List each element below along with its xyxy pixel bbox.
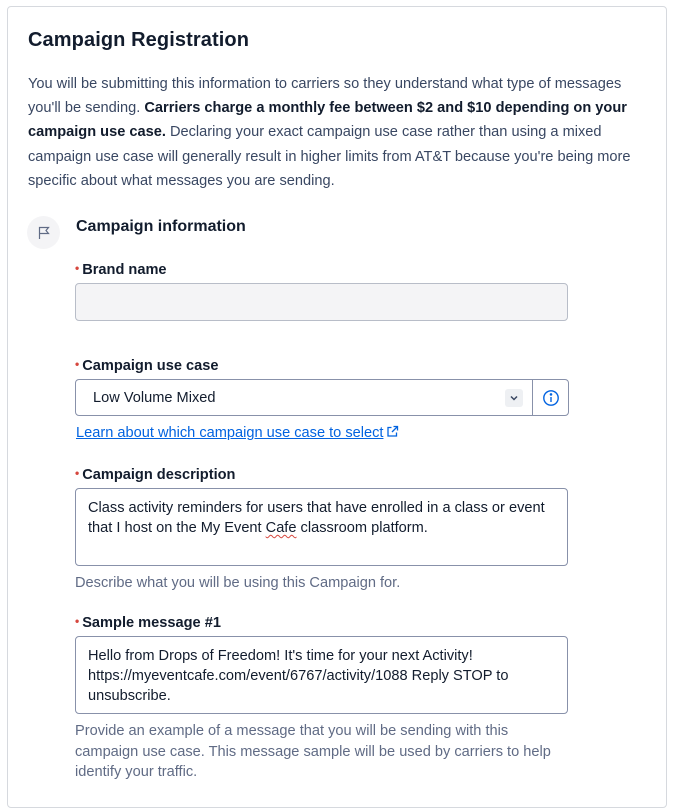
required-mark: •: [75, 261, 80, 275]
brand-name-label-text: Brand name: [82, 262, 167, 278]
external-link-icon: [386, 425, 399, 438]
use-case-info-button[interactable]: [532, 379, 569, 416]
intro-text-1: You will be submitting this information to carriers so they understand what type of messages you'll be sending.: [28, 76, 622, 117]
intro-paragraph: [28, 72, 640, 193]
description-misspelled-word: Cafe: [265, 520, 297, 536]
intro-bold-text: Carriers charge a monthly fee between $2 and $10 depending on your campaign use case.: [28, 100, 627, 141]
use-case-help-link-text: Learn about which campaign use case to select: [76, 425, 384, 441]
chevron-down-icon: [505, 389, 523, 407]
description-label-text: Campaign description: [82, 467, 236, 483]
flag-icon: [27, 216, 60, 249]
use-case-label-text: Campaign use case: [82, 358, 219, 374]
description-text-2: classroom platform.: [296, 520, 428, 536]
description-text-1: Class activity reminders for users that have enrolled in a class or event that I host on the My Event: [88, 500, 545, 536]
sample-message-help-text: Provide an example of a message that you will be sending with this campaign use case. This message sample will be used by carriers to help identify your traffic.: [75, 723, 551, 780]
sample-message-textarea[interactable]: Hello from Drops of Freedom! It's time for your next Activity! https://myeventcafe.com/event/6767/activity/1088 Reply STOP to unsubscribe.: [75, 636, 568, 714]
info-icon: [542, 389, 560, 407]
required-mark: •: [75, 614, 80, 628]
description-textarea[interactable]: [75, 488, 568, 566]
use-case-help-link[interactable]: [76, 425, 399, 441]
use-case-label: [75, 358, 218, 374]
brand-name-label: [75, 262, 167, 278]
description-label: [75, 467, 235, 483]
required-mark: •: [75, 357, 80, 371]
intro-text-2: Declaring your exact campaign use case rather than using a mixed campaign use case will generally result in higher limits from AT&T because you're being more specific about what messages you are sending.: [28, 124, 631, 189]
sample-message-label: [75, 615, 221, 631]
brand-name-input[interactable]: [75, 283, 568, 321]
use-case-select[interactable]: [75, 379, 533, 416]
page-title: Campaign Registration: [28, 29, 250, 51]
use-case-selected-value: Low Volume Mixed: [93, 389, 216, 406]
sample-message-label-text: Sample message #1: [82, 615, 221, 631]
registration-card: [7, 6, 667, 808]
required-mark: •: [75, 466, 80, 480]
description-help-text: Describe what you will be using this Campaign for.: [75, 575, 401, 591]
section-title: Campaign information: [76, 218, 246, 235]
